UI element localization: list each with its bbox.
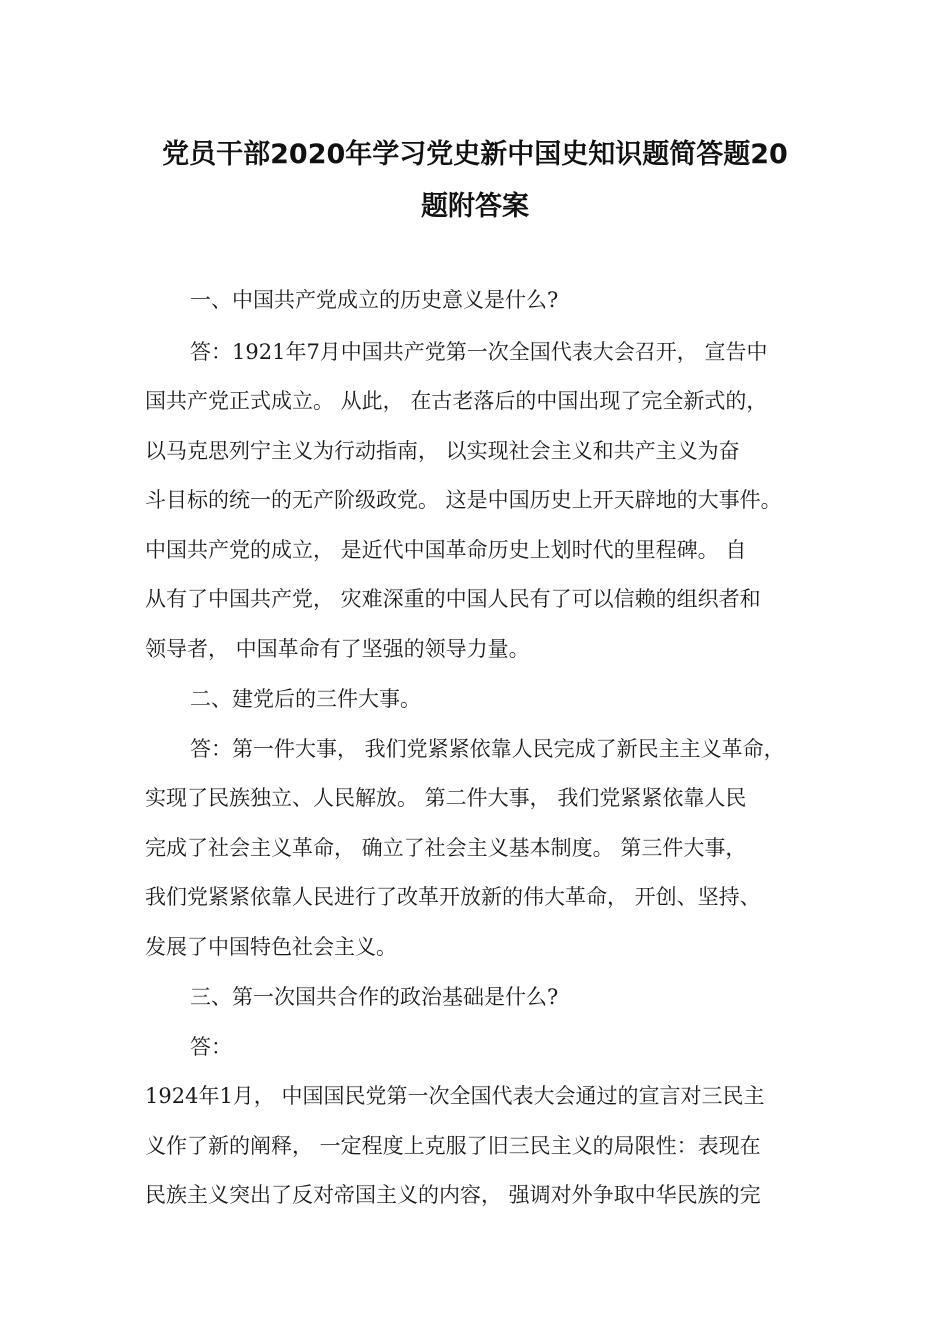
answer-2-line-3: 完成了社会主义革命， 确立了社会主义基本制度。 第三件大事， xyxy=(145,836,747,860)
document-title-line-1: 党员干部2020年学习党史新中国史知识题简答题20 xyxy=(162,139,788,170)
question-3-heading: 三、第一次国共合作的政治基础是什么? xyxy=(190,985,559,1009)
answer-3-line-1: 1924年1月， 中国国民党第一次全国代表大会通过的宣言对三民主 xyxy=(145,1084,765,1108)
answer-1-line-5: 中国共产党的成立， 是近代中国革命历史上划时代的里程碑。 自 xyxy=(145,538,747,562)
answer-1-line-7: 领导者， 中国革命有了坚强的领导力量。 xyxy=(145,637,530,661)
answer-3-line-3: 民族主义突出了反对帝国主义的内容， 强调对外争取中华民族的完 xyxy=(145,1183,761,1207)
document-title-line-2: 题附答案 xyxy=(421,191,529,222)
answer-2-line-1: 答：第一件大事， 我们党紧紧依靠人民完成了新民主主义革命， xyxy=(190,737,785,761)
question-1-heading: 一、中国共产党成立的历史意义是什么? xyxy=(190,288,559,312)
answer-1-line-3: 以马克思列宁主义为行动指南， 以实现社会主义和共产主义为奋 xyxy=(145,439,740,463)
answer-2-line-2: 实现了民族独立、人民解放。 第二件大事， 我们党紧紧依靠人民 xyxy=(145,786,747,810)
answer-3-label: 答： xyxy=(190,1035,232,1059)
question-2-heading: 二、建党后的三件大事。 xyxy=(190,687,421,711)
answer-2-line-4: 我们党紧紧依靠人民进行了改革开放新的伟大革命， 开创、坚持、 xyxy=(145,885,761,909)
answer-1-line-2: 国共产党正式成立。 从此， 在古老落后的中国出现了完全新式的， xyxy=(145,389,768,413)
answer-3-line-2: 义作了新的阐释， 一定程度上克服了旧三民主义的局限性：表现在 xyxy=(145,1134,761,1158)
answer-2-line-5: 发展了中国特色社会主义。 xyxy=(145,935,397,959)
answer-1-line-1: 答：1921年7月中国共产党第一次全国代表大会召开， 宣告中 xyxy=(190,340,768,364)
answer-1-line-6: 从有了中国共产党， 灾难深重的中国人民有了可以信赖的组织者和 xyxy=(145,587,761,611)
answer-1-line-4: 斗目标的统一的无产阶级政党。 这是中国历史上开天辟地的大事件。 xyxy=(145,488,782,512)
